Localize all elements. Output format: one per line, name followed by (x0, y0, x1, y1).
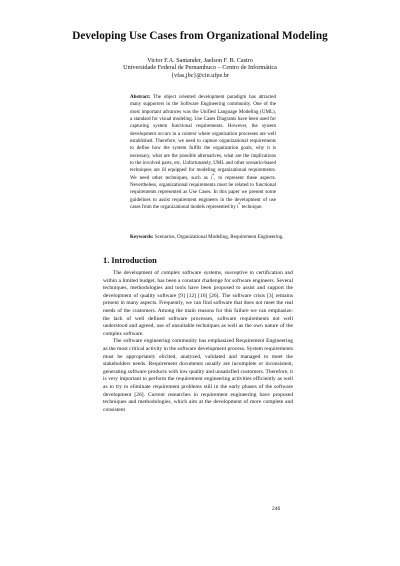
keywords-label: Keywords: (130, 234, 154, 240)
author-emails: {vfas,jbc}@cin.ufpe.br (171, 71, 229, 79)
section-heading-introduction: 1. Introduction (103, 256, 157, 265)
abstract-text-2: , to represent these aspects. Nevertheless, organizational requirements must be related to functional requirements represented as Use Cases. In this paper we present some guidelines to assist requirement engineers in the development of use cases from the organizational models represented by i (130, 174, 276, 211)
keywords-text: Scenarios, Organizational Modeling, Requirement Engineering. (154, 234, 284, 240)
author-names: Victor F.A. Santander, Jaelson F. B. Castro (147, 57, 253, 64)
paragraph: The development of complex software systems, susceptive to certification and within a limited budget, has been a constant challenge for software engineers. Several techniques, methodologies and tools have been proposed to assist and support the development of quality software [9] [12] [16] [26]. The software crisis [3] remains present in many aspects. Frequently, we can find software that does not meet the real needs of the customers. Among the main reasons for this failure we can emphasize: the lack of well defined software processes, software requirements not well understood and agreed, use of unsuitable techniques as well as the own nature of the complex software. (103, 270, 293, 337)
abstract-sup-2: * (238, 202, 241, 207)
abstract-sup-1: * (212, 173, 215, 178)
author-affiliation: Universidade Federal de Pernambuco – Centro de Informática (123, 64, 277, 72)
abstract (130, 94, 276, 212)
page-number: 246 (272, 506, 281, 512)
paper-title: Developing Use Cases from Organizational Modeling (72, 30, 328, 42)
abstract-label: Abstract: (130, 94, 151, 100)
author-block (0, 57, 400, 79)
paragraph: The software engineering community has emphasized Requirement Engineering as the most critical activity in the software development process. System requirements must be appropriately elicited, analyzed, validated and managed to meet the stakeholders needs. Requirement documents usually are incomplete or inconsistent, generating software products with low quality and unsatisfied customers. Therefore, it is very important to perform the requirement engineering activities efficiently as well as to try to eliminate requirement problems still in the early phases of the software development [26]. Current researches in requirement engineering have proposed techniques and methodologies, which aim at the development of more complete and consistent (103, 338, 294, 413)
keywords (130, 234, 290, 241)
abstract-text-3: technique. (240, 204, 263, 211)
introduction-body (103, 270, 293, 414)
abstract-text-1: The object oriented development paradigm has attracted many supporters in the Software Engineering community. One of the most important advances was the Unified Language Modeling (UML), a standard for visual modeling. Use Cases Diagrams have been used for capturing system functional requirements. However, the system development occurs in a context where organization processes are well established. Therefore, we need to capture organizational requirements to define how the system fulfils the organization goals, why it is necessary, what are the possible alternatives, what are the implications to the involved parts, etc. Unfortunately, UML and other scenario-based techniques are ill equipped for modeling organizational requirements. We need other techniques, such as i (130, 94, 277, 181)
